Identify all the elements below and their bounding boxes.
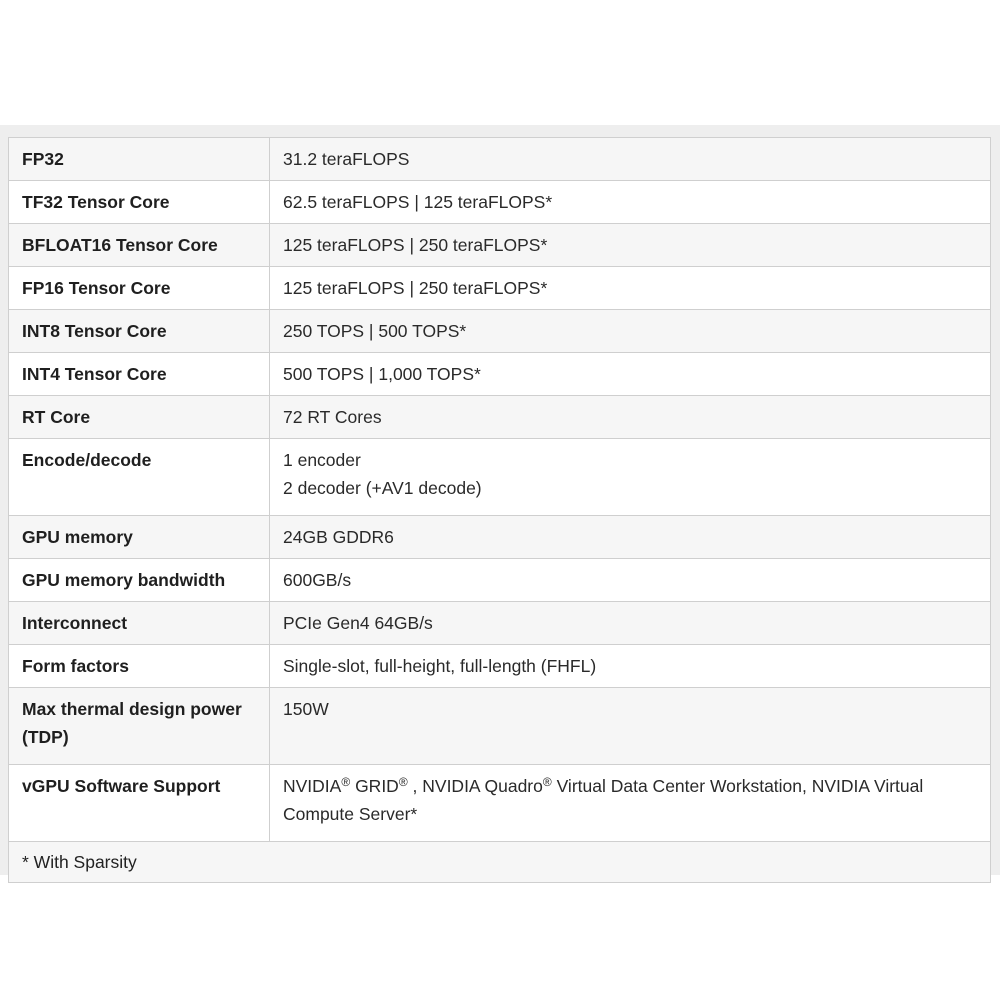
spec-value: PCIe Gen4 64GB/s — [270, 602, 991, 645]
table-row — [9, 396, 991, 439]
table-row — [9, 602, 991, 645]
vgpu-text: NVIDIA — [283, 776, 342, 796]
spec-value: 150W — [270, 688, 991, 765]
spec-label: BFLOAT16 Tensor Core — [9, 224, 270, 267]
table-row — [9, 310, 991, 353]
vgpu-text: Virtual Data Center Workstation, NVIDIA Virtual Compute Server* — [283, 776, 924, 824]
table-row — [9, 181, 991, 224]
spec-label: GPU memory — [9, 516, 270, 559]
vgpu-text: , NVIDIA Quadro — [407, 776, 543, 796]
footnote-row — [9, 842, 991, 883]
vgpu-text: GRID — [350, 776, 399, 796]
spec-value: 250 TOPS | 500 TOPS* — [270, 310, 991, 353]
table-row — [9, 559, 991, 602]
spec-label: TF32 Tensor Core — [9, 181, 270, 224]
specifications-table — [8, 137, 991, 883]
table-row — [9, 267, 991, 310]
table-row — [9, 224, 991, 267]
table-row — [9, 645, 991, 688]
spec-label: INT8 Tensor Core — [9, 310, 270, 353]
spec-label: GPU memory bandwidth — [9, 559, 270, 602]
registered-mark: ® — [398, 775, 408, 789]
table-row — [9, 765, 991, 842]
registered-mark: ® — [341, 775, 351, 789]
table-row — [9, 138, 991, 181]
table-row — [9, 353, 991, 396]
spec-value: 72 RT Cores — [270, 396, 991, 439]
spec-value: 31.2 teraFLOPS — [270, 138, 991, 181]
spec-label: vGPU Software Support — [9, 765, 270, 842]
spec-value: Single-slot, full-height, full-length (FHFL) — [270, 645, 991, 688]
spec-label: Interconnect — [9, 602, 270, 645]
spec-value: 125 teraFLOPS | 250 teraFLOPS* — [270, 267, 991, 310]
value-line: 1 encoder — [283, 450, 361, 470]
spec-value — [270, 765, 991, 842]
spec-label: Form factors — [9, 645, 270, 688]
footnote: * With Sparsity — [9, 842, 991, 883]
value-line: 2 decoder (+AV1 decode) — [283, 478, 482, 498]
spec-value — [270, 439, 991, 516]
spec-label: Max thermal design power (TDP) — [9, 688, 270, 765]
spec-label: RT Core — [9, 396, 270, 439]
spec-label: FP32 — [9, 138, 270, 181]
spec-label: Encode/decode — [9, 439, 270, 516]
spec-value: 600GB/s — [270, 559, 991, 602]
table-row — [9, 439, 991, 516]
spec-label: INT4 Tensor Core — [9, 353, 270, 396]
spec-value: 500 TOPS | 1,000 TOPS* — [270, 353, 991, 396]
table-row — [9, 516, 991, 559]
spec-value: 24GB GDDR6 — [270, 516, 991, 559]
spec-value: 62.5 teraFLOPS | 125 teraFLOPS* — [270, 181, 991, 224]
spec-value: 125 teraFLOPS | 250 teraFLOPS* — [270, 224, 991, 267]
table-row — [9, 688, 991, 765]
registered-mark: ® — [542, 775, 552, 789]
spec-label: FP16 Tensor Core — [9, 267, 270, 310]
